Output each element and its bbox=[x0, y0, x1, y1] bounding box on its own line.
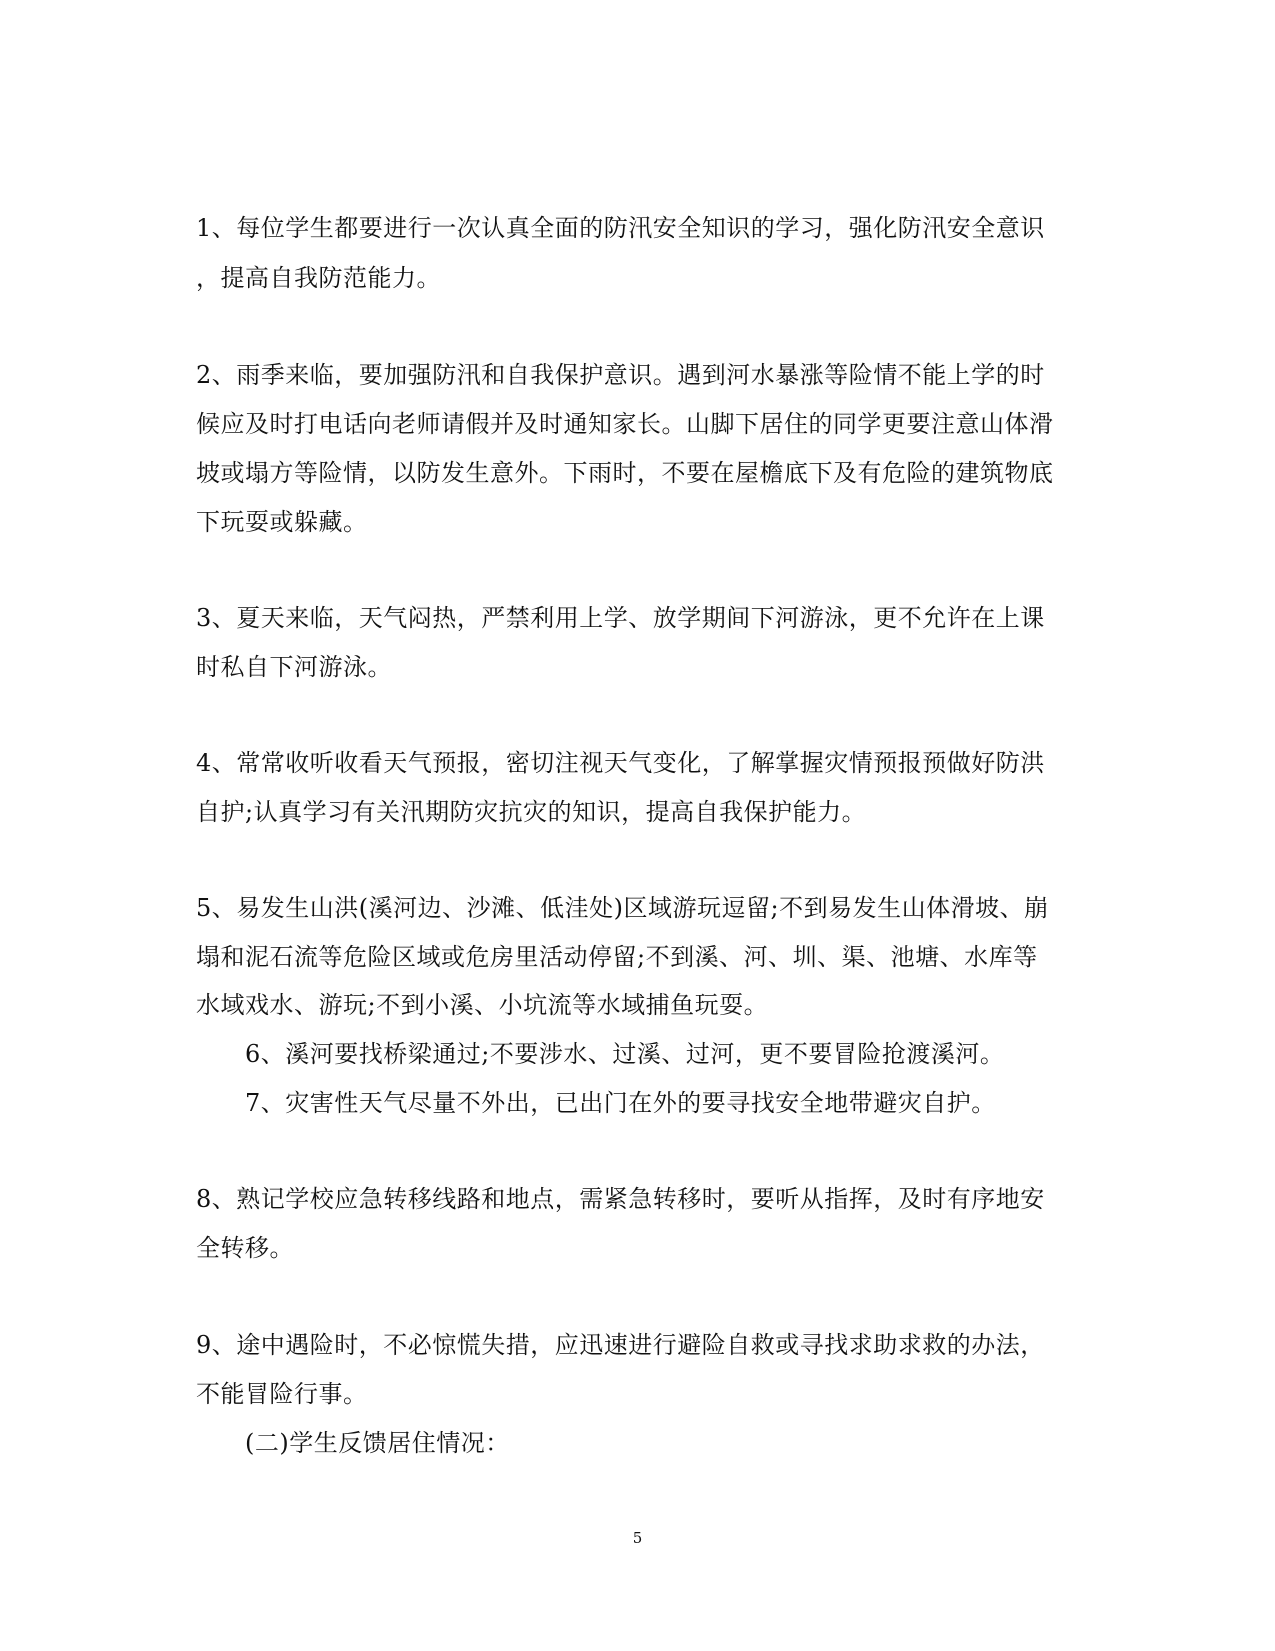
paragraph-5-line-1: 5、易发生山洪(溪河边、沙滩、低洼处)区域游玩逗留;不到易发生山体滑坡、崩 bbox=[196, 894, 1049, 922]
paragraph-1-line-1: 1、每位学生都要进行一次认真全面的防汛安全知识的学习，强化防汛安全意识 bbox=[196, 214, 1045, 242]
section-heading: (二)学生反馈居住情况： bbox=[245, 1429, 510, 1457]
paragraph-8-line-2: 全转移。 bbox=[196, 1234, 294, 1262]
paragraph-5-line-3: 水域戏水、游玩;不到小溪、小坑流等水域捕鱼玩耍。 bbox=[196, 991, 769, 1019]
paragraph-8-line-1: 8、熟记学校应急转移线路和地点，需紧急转移时，要听从指挥，及时有序地安 bbox=[196, 1185, 1045, 1213]
paragraph-5-line-2: 塌和泥石流等危险区域或危房里活动停留;不到溪、河、圳、渠、池塘、水库等 bbox=[196, 943, 1038, 971]
paragraph-3-line-2: 时私自下河游泳。 bbox=[196, 653, 392, 681]
paragraph-2-line-3: 坡或塌方等险情，以防发生意外。下雨时，不要在屋檐底下及有危险的建筑物底 bbox=[196, 459, 1054, 487]
paragraph-3-line-1: 3、夏天来临，天气闷热，严禁利用上学、放学期间下河游泳，更不允许在上课 bbox=[196, 604, 1045, 632]
paragraph-2-line-2: 候应及时打电话向老师请假并及时通知家长。山脚下居住的同学更要注意山体滑 bbox=[196, 410, 1054, 438]
paragraph-7-line-1: 7、灾害性天气尽量不外出，已出门在外的要寻找安全地带避灾自护。 bbox=[245, 1089, 996, 1117]
paragraph-9-line-1: 9、途中遇险时，不必惊慌失措，应迅速进行避险自救或寻找求助求救的办法， bbox=[196, 1331, 1045, 1359]
paragraph-4-line-1: 4、常常收听收看天气预报，密切注视天气变化，了解掌握灾情预报预做好防洪 bbox=[196, 749, 1045, 777]
paragraph-9-line-2: 不能冒险行事。 bbox=[196, 1380, 368, 1408]
paragraph-1-line-2: ，提高自我防范能力。 bbox=[196, 264, 441, 292]
page-number: 5 bbox=[632, 1529, 643, 1547]
paragraph-4-line-2: 自护;认真学习有关汛期防灾抗灾的知识，提高自我保护能力。 bbox=[196, 798, 867, 826]
paragraph-2-line-1: 2、雨季来临，要加强防汛和自我保护意识。遇到河水暴涨等险情不能上学的时 bbox=[196, 361, 1045, 389]
paragraph-6-line-1: 6、溪河要找桥梁通过;不要涉水、过溪、过河，更不要冒险抢渡溪河。 bbox=[245, 1040, 1005, 1068]
paragraph-2-line-4: 下玩耍或躲藏。 bbox=[196, 508, 368, 536]
